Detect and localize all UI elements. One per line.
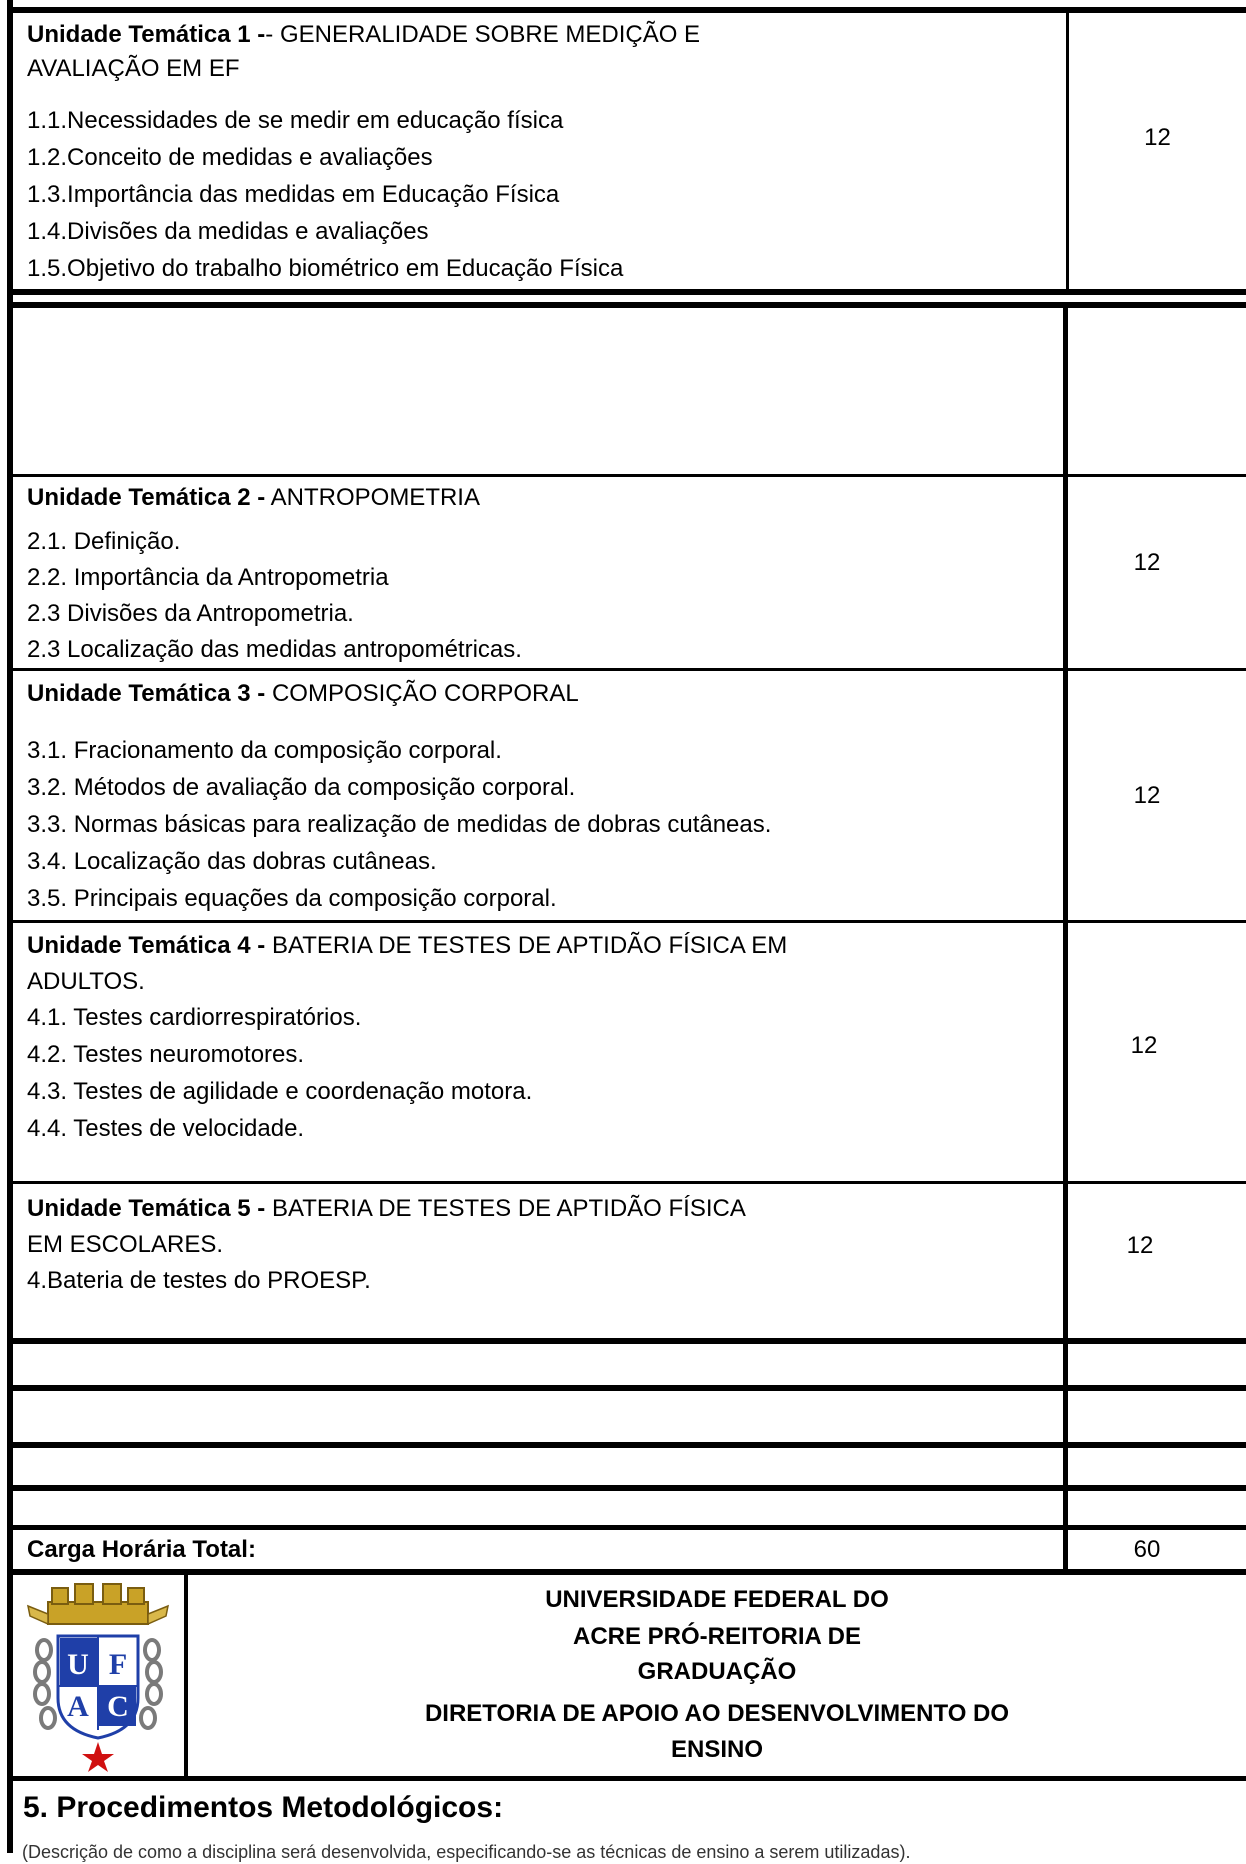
rule [7, 289, 1246, 295]
unit-5-title [27, 1193, 746, 1224]
unit-4-title [27, 930, 787, 961]
unit-5-item: 4.Bateria de testes do PROESP. [27, 1267, 371, 1294]
unit-3-item: 3.4. Localização das dobras cutâneas. [27, 848, 437, 875]
institution-line: UNIVERSIDADE FEDERAL DO [545, 1586, 889, 1613]
unit-3-item: 3.3. Normas básicas para realização de medidas de dobras cutâneas. [27, 811, 772, 838]
rule [7, 1485, 1246, 1491]
unit-1-hours: 12 [1144, 124, 1171, 151]
unit-3-item: 3.5. Principais equações da composição corporal. [27, 885, 557, 912]
unit-4-label: Unidade Temática 4 - [27, 932, 266, 959]
unit-1-title [27, 19, 700, 50]
institution-line: ACRE PRÓ-REITORIA DE [572, 1623, 862, 1650]
unit-1-item: 1.2.Conceito de medidas e avaliações [27, 144, 433, 171]
rule [1063, 302, 1068, 1570]
unit-4-hours: 12 [1130, 1032, 1158, 1059]
rule [7, 474, 1246, 477]
logo-letter: U [67, 1648, 89, 1681]
unit-3-label: Unidade Temática 3 - [27, 680, 266, 707]
unit-1-title-line1: - GENERALIDADE SOBRE MEDIÇÃO E [265, 21, 701, 48]
rule [7, 1525, 1246, 1530]
unit-1-label: Unidade Temática 1 - [27, 21, 266, 48]
institution-line: DIRETORIA DE APOIO AO DESENVOLVIMENTO DO [424, 1700, 1010, 1727]
unit-2-title [27, 482, 480, 513]
section-5-title: 5. Procedimentos Metodológicos: [23, 1791, 504, 1824]
unit-3-title [27, 678, 579, 709]
institution-line: GRADUAÇÃO [637, 1658, 797, 1685]
unit-2-hours: 12 [1133, 549, 1161, 576]
rule [7, 1569, 1246, 1575]
section-5-description: (Descrição de como a disciplina será desenvolvida, especificando-se as técnicas de ensino a serem utilizadas). [22, 1842, 911, 1862]
unit-5-label: Unidade Temática 5 - [27, 1195, 266, 1222]
logo-letter: C [107, 1690, 129, 1723]
rule [7, 1776, 1246, 1781]
unit-2-item: 2.1. Definição. [27, 528, 181, 555]
rule [7, 668, 1246, 671]
rule [7, 302, 1246, 308]
unit-1-item: 1.1.Necessidades de se medir em educação física [27, 107, 564, 134]
unit-5-title-line2: EM ESCOLARES. [27, 1231, 224, 1258]
total-value: 60 [1133, 1536, 1161, 1563]
unit-4-item: 4.4. Testes de velocidade. [27, 1115, 305, 1142]
unit-3-hours: 12 [1133, 782, 1161, 809]
unit-4-item: 4.1. Testes cardiorrespiratórios. [27, 1004, 362, 1031]
unit-5-hours: 12 [1126, 1232, 1154, 1259]
unit-4-item: 4.3. Testes de agilidade e coordenação motora. [27, 1078, 533, 1105]
unit-4-title-line2: ADULTOS. [27, 968, 145, 995]
unit-4-title-line1: BATERIA DE TESTES DE APTIDÃO FÍSICA EM [265, 932, 788, 959]
unit-4-item: 4.2. Testes neuromotores. [27, 1041, 305, 1068]
unit-1-item: 1.5.Objetivo do trabalho biométrico em Educação Física [27, 255, 624, 282]
unit-3-item: 3.1. Fracionamento da composição corporal. [27, 737, 502, 764]
unit-2-item: 2.3 Localização das medidas antropométricas. [27, 636, 522, 663]
total-label: Carga Horária Total: [27, 1536, 256, 1563]
ufac-logo [18, 1580, 178, 1772]
left-border [7, 0, 13, 1853]
unit-3-item: 3.2. Métodos de avaliação da composição corporal. [27, 774, 576, 801]
rule [7, 1385, 1246, 1391]
unit-5-title-line1: BATERIA DE TESTES DE APTIDÃO FÍSICA [265, 1195, 746, 1222]
logo-letter: F [108, 1648, 128, 1681]
logo-letter: A [67, 1690, 89, 1723]
institution-line: ENSINO [670, 1736, 763, 1763]
unit-1-item: 1.3.Importância das medidas em Educação Física [27, 181, 560, 208]
unit-2-label: Unidade Temática 2 - [27, 484, 266, 511]
unit-3-title-rest: COMPOSIÇÃO CORPORAL [265, 680, 579, 707]
unit-2-item: 2.3 Divisões da Antropometria. [27, 600, 354, 627]
rule [7, 1442, 1246, 1448]
unit-1-title-line2: AVALIAÇÃO EM EF [27, 55, 240, 82]
unit-1-item: 1.4.Divisões da medidas e avaliações [27, 218, 429, 245]
rule [7, 1181, 1246, 1184]
rule [7, 920, 1246, 923]
rule [7, 7, 1246, 13]
unit-2-title-rest: ANTROPOMETRIA [265, 484, 480, 511]
rule [7, 1338, 1246, 1344]
unit-2-item: 2.2. Importância da Antropometria [27, 564, 389, 591]
